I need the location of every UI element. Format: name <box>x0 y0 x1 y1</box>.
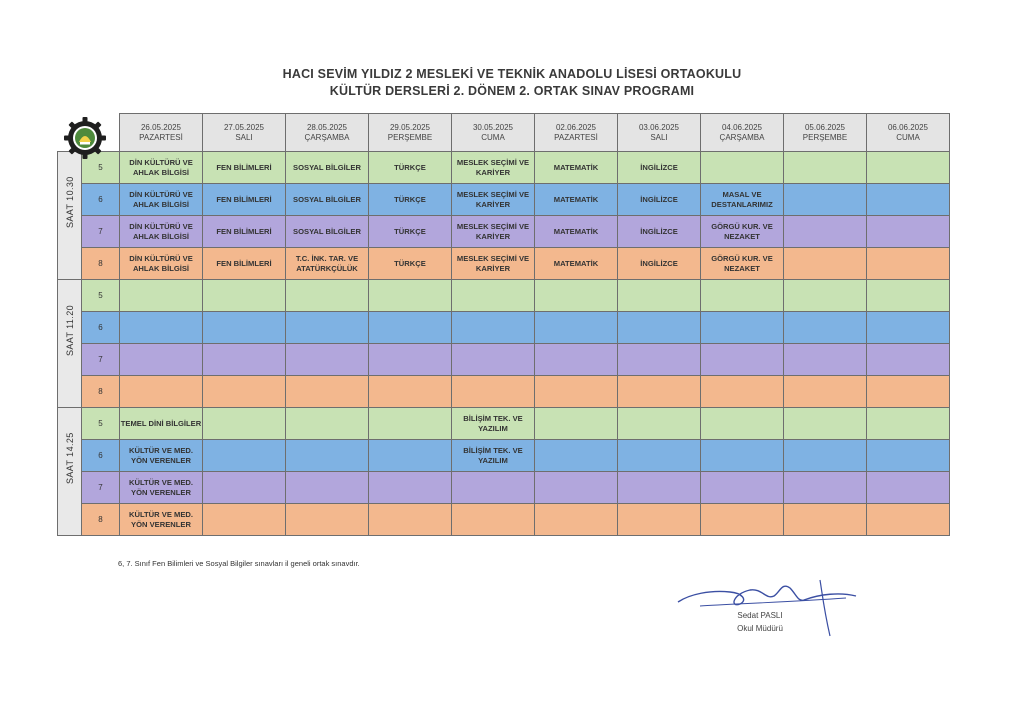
exam-cell <box>701 152 784 184</box>
header-row <box>58 114 950 152</box>
table-row <box>58 504 950 536</box>
exam-cell <box>203 344 286 376</box>
exam-cell <box>369 472 452 504</box>
exam-cell <box>701 472 784 504</box>
exam-cell <box>535 504 618 536</box>
exam-cell <box>618 504 701 536</box>
exam-cell <box>701 344 784 376</box>
exam-cell: DİN KÜLTÜRÜ VE AHLAK BİLGİSİ <box>120 184 203 216</box>
exam-cell: KÜLTÜR VE MED. YÖN VERENLER <box>120 472 203 504</box>
exam-cell <box>784 440 867 472</box>
table-row <box>58 440 950 472</box>
exam-cell <box>784 344 867 376</box>
exam-cell <box>867 376 950 408</box>
exam-cell: İNGİLİZCE <box>618 248 701 280</box>
exam-cell: TEMEL DİNİ BİLGİLER <box>120 408 203 440</box>
exam-cell <box>618 344 701 376</box>
day-header: 06.06.2025 CUMA <box>867 114 950 152</box>
signer-name: Sedat PASLI <box>737 611 783 620</box>
day-header: 02.06.2025 PAZARTESİ <box>535 114 618 152</box>
exam-cell <box>369 376 452 408</box>
day-header: 05.06.2025 PERŞEMBE <box>784 114 867 152</box>
exam-cell <box>535 344 618 376</box>
exam-cell <box>784 216 867 248</box>
school-gear-logo-icon <box>63 116 107 160</box>
exam-cell <box>867 472 950 504</box>
exam-cell <box>369 344 452 376</box>
time-slot-label: SAAT 10.30 <box>65 175 75 228</box>
exam-cell: KÜLTÜR VE MED. YÖN VERENLER <box>120 504 203 536</box>
table-row <box>58 216 950 248</box>
exam-cell <box>286 472 369 504</box>
exam-cell: GÖRGÜ KUR. VE NEZAKET <box>701 216 784 248</box>
exam-cell <box>784 376 867 408</box>
exam-cell <box>203 376 286 408</box>
time-slot-cell <box>58 152 82 280</box>
exam-cell: MATEMATİK <box>535 216 618 248</box>
exam-cell: İNGİLİZCE <box>618 184 701 216</box>
exam-cell <box>535 408 618 440</box>
grade-cell: 8 <box>82 248 120 280</box>
exam-cell <box>452 344 535 376</box>
exam-cell <box>867 408 950 440</box>
exam-cell <box>369 280 452 312</box>
exam-cell: SOSYAL BİLGİLER <box>286 184 369 216</box>
exam-cell <box>867 344 950 376</box>
exam-cell <box>286 408 369 440</box>
exam-cell <box>203 408 286 440</box>
time-slot-cell <box>58 280 82 408</box>
grade-cell: 7 <box>82 344 120 376</box>
exam-cell <box>452 312 535 344</box>
exam-cell <box>701 312 784 344</box>
footnote: 6, 7. Sınıf Fen Bilimleri ve Sosyal Bilgiler sınavları il geneli ortak sınavdır. <box>118 559 360 568</box>
exam-cell: GÖRGÜ KUR. VE NEZAKET <box>701 248 784 280</box>
grade-cell: 6 <box>82 312 120 344</box>
exam-cell <box>867 312 950 344</box>
time-slot-label: SAAT 14.25 <box>65 431 75 484</box>
exam-cell <box>701 408 784 440</box>
exam-cell <box>120 376 203 408</box>
exam-cell: MASAL VE DESTANLARIMIZ <box>701 184 784 216</box>
exam-cell <box>120 280 203 312</box>
exam-cell: FEN BİLİMLERİ <box>203 248 286 280</box>
table-row <box>58 152 950 184</box>
exam-cell <box>120 312 203 344</box>
table-row <box>58 312 950 344</box>
document-title: HACI SEVİM YILDIZ 2 MESLEKİ VE TEKNİK ANADOLU LİSESİ ORTAOKULU <box>282 67 742 81</box>
table-row <box>58 184 950 216</box>
exam-cell <box>867 248 950 280</box>
exam-cell <box>867 440 950 472</box>
exam-cell <box>867 152 950 184</box>
exam-cell <box>784 472 867 504</box>
grade-cell: 7 <box>82 216 120 248</box>
table-row <box>58 248 950 280</box>
exam-schedule-table <box>57 113 950 536</box>
table-row <box>58 472 950 504</box>
exam-cell <box>784 248 867 280</box>
exam-cell <box>618 312 701 344</box>
exam-cell <box>286 344 369 376</box>
exam-cell: TÜRKÇE <box>369 248 452 280</box>
exam-cell <box>618 472 701 504</box>
day-header: 27.05.2025 SALI <box>203 114 286 152</box>
exam-cell <box>618 280 701 312</box>
exam-cell: FEN BİLİMLERİ <box>203 216 286 248</box>
exam-cell: TÜRKÇE <box>369 216 452 248</box>
exam-cell: KÜLTÜR VE MED. YÖN VERENLER <box>120 440 203 472</box>
day-header: 26.05.2025 PAZARTESİ <box>120 114 203 152</box>
exam-cell: DİN KÜLTÜRÜ VE AHLAK BİLGİSİ <box>120 152 203 184</box>
exam-cell: DİN KÜLTÜRÜ VE AHLAK BİLGİSİ <box>120 248 203 280</box>
exam-cell: TÜRKÇE <box>369 184 452 216</box>
exam-cell <box>784 504 867 536</box>
exam-cell: BİLİŞİM TEK. VE YAZILIM <box>452 408 535 440</box>
exam-cell <box>784 152 867 184</box>
exam-cell: İNGİLİZCE <box>618 216 701 248</box>
exam-cell: BİLİŞİM TEK. VE YAZILIM <box>452 440 535 472</box>
grade-cell: 7 <box>82 472 120 504</box>
exam-cell <box>203 440 286 472</box>
day-header: 04.06.2025 ÇARŞAMBA <box>701 114 784 152</box>
exam-cell <box>369 504 452 536</box>
exam-cell <box>784 184 867 216</box>
exam-cell <box>618 408 701 440</box>
exam-cell <box>867 216 950 248</box>
table-row <box>58 408 950 440</box>
exam-cell <box>867 280 950 312</box>
exam-cell <box>784 312 867 344</box>
exam-cell <box>618 440 701 472</box>
exam-cell <box>452 472 535 504</box>
exam-cell <box>452 504 535 536</box>
exam-cell <box>784 280 867 312</box>
exam-cell <box>784 408 867 440</box>
exam-cell <box>701 440 784 472</box>
exam-cell <box>369 440 452 472</box>
exam-cell: MATEMATİK <box>535 248 618 280</box>
table-row <box>58 344 950 376</box>
exam-cell <box>369 312 452 344</box>
time-slot-label: SAAT 11.20 <box>65 304 75 356</box>
exam-cell: MESLEK SEÇİMİ VE KARİYER <box>452 216 535 248</box>
exam-cell: MATEMATİK <box>535 152 618 184</box>
exam-cell <box>286 312 369 344</box>
table-row <box>58 280 950 312</box>
exam-cell: MATEMATİK <box>535 184 618 216</box>
grade-cell: 5 <box>82 408 120 440</box>
exam-cell: MESLEK SEÇİMİ VE KARİYER <box>452 184 535 216</box>
exam-cell <box>203 472 286 504</box>
exam-cell <box>286 504 369 536</box>
exam-cell <box>369 408 452 440</box>
day-header: 28.05.2025 ÇARŞAMBA <box>286 114 369 152</box>
table-row <box>58 376 950 408</box>
exam-cell <box>701 376 784 408</box>
exam-cell <box>535 376 618 408</box>
exam-cell: İNGİLİZCE <box>618 152 701 184</box>
exam-cell <box>535 312 618 344</box>
exam-cell <box>535 280 618 312</box>
grade-cell: 5 <box>82 152 120 184</box>
schedule-body <box>58 152 950 536</box>
exam-cell <box>701 504 784 536</box>
grade-cell: 6 <box>82 184 120 216</box>
exam-cell: MESLEK SEÇİMİ VE KARİYER <box>452 248 535 280</box>
exam-cell <box>203 312 286 344</box>
exam-cell: TÜRKÇE <box>369 152 452 184</box>
exam-cell <box>535 440 618 472</box>
exam-cell <box>701 280 784 312</box>
exam-cell: DİN KÜLTÜRÜ VE AHLAK BİLGİSİ <box>120 216 203 248</box>
exam-cell: FEN BİLİMLERİ <box>203 184 286 216</box>
day-header: 03.06.2025 SALI <box>618 114 701 152</box>
exam-cell <box>867 504 950 536</box>
exam-cell <box>867 184 950 216</box>
exam-cell: SOSYAL BİLGİLER <box>286 216 369 248</box>
exam-cell <box>452 280 535 312</box>
exam-cell <box>203 504 286 536</box>
document-subtitle: KÜLTÜR DERSLERİ 2. DÖNEM 2. ORTAK SINAV PROGRAMI <box>329 84 695 98</box>
exam-cell <box>203 280 286 312</box>
exam-cell <box>286 376 369 408</box>
exam-cell <box>120 344 203 376</box>
day-header: 29.05.2025 PERŞEMBE <box>369 114 452 152</box>
signer-title: Okul Müdürü <box>737 624 783 633</box>
exam-cell: T.C. İNK. TAR. VE ATATÜRKÇÜLÜK <box>286 248 369 280</box>
grade-cell: 8 <box>82 504 120 536</box>
exam-cell: SOSYAL BİLGİLER <box>286 152 369 184</box>
exam-cell: FEN BİLİMLERİ <box>203 152 286 184</box>
day-header: 30.05.2025 CUMA <box>452 114 535 152</box>
grade-cell: 6 <box>82 440 120 472</box>
exam-cell <box>286 280 369 312</box>
grade-cell: 5 <box>82 280 120 312</box>
time-slot-cell <box>58 408 82 536</box>
grade-cell: 8 <box>82 376 120 408</box>
exam-cell <box>452 376 535 408</box>
exam-cell <box>535 472 618 504</box>
exam-cell <box>618 376 701 408</box>
exam-cell <box>286 440 369 472</box>
exam-cell: MESLEK SEÇİMİ VE KARİYER <box>452 152 535 184</box>
